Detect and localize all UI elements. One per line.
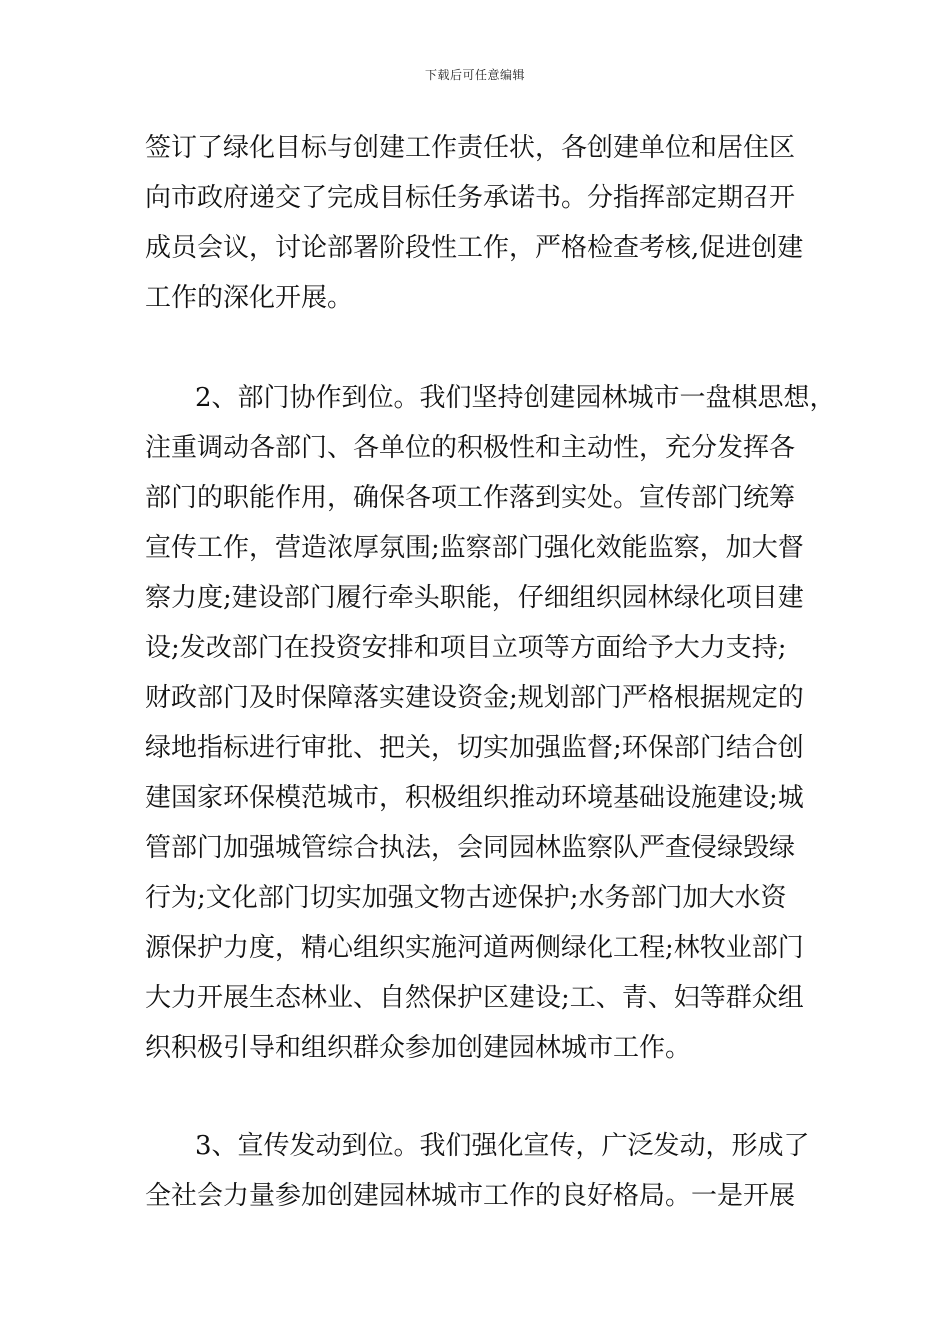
paragraph-1-line-4: 工作的深化开展。 [145,283,354,313]
paragraph-1-line-3: 成员会议，讨论部署阶段性工作，严格检查考核,促进创建 [145,233,804,263]
paragraph-2-line-13: 大力开展生态林业、自然保护区建设;工、青、妇等群众组 [145,983,804,1013]
paragraph-2-line-11: 行为;文化部门切实加强文物古迹保护;水务部门加大水资 [145,883,787,913]
paragraph-2-line-6: 设;发改部门在投资安排和项目立项等方面给予大力支持; [145,633,787,663]
paragraph-1-line-1: 签订了绿化目标与创建工作责任状，各创建单位和居住区 [145,133,796,163]
paragraph-2-line-1: 2、部门协作到位。我们坚持创建园林城市一盘棋思想， [195,383,836,413]
paragraph-2-line-4: 宣传工作，营造浓厚氛围;监察部门强化效能监察，加大督 [145,533,804,563]
paragraph-2-line-12: 源保护力度，精心组织实施河道两侧绿化工程;林牧业部门 [145,933,804,963]
paragraph-2-line-10: 管部门加强城管综合执法，会同园林监察队严查侵绿毁绿 [145,833,796,863]
paragraph-3-line-1: 3、宣传发动到位。我们强化宣传，广泛发动，形成了 [195,1131,810,1161]
paragraph-2-line-3: 部门的职能作用，确保各项工作落到实处。宣传部门统筹 [145,483,796,513]
paragraph-2-line-8: 绿地指标进行审批、把关，切实加强监督;环保部门结合创 [145,733,804,763]
page-header: 下载后可任意编辑 [424,68,525,82]
paragraph-3-line-2: 全社会力量参加创建园林城市工作的良好格局。一是开展 [145,1181,796,1211]
paragraph-2-line-9: 建国家环保模范城市，积极组织推动环境基础设施建设;城 [145,783,804,813]
paragraph-2-line-7: 财政部门及时保障落实建设资金;规划部门严格根据规定的 [145,683,804,713]
paragraph-2-line-5: 察力度;建设部门履行牵头职能，仔细组织园林绿化项目建 [145,583,804,613]
paragraph-1-line-2: 向市政府递交了完成目标任务承诺书。分指挥部定期召开 [145,183,796,213]
paragraph-2-line-14: 织积极引导和组织群众参加创建园林城市工作。 [145,1033,692,1063]
paragraph-2-line-2: 注重调动各部门、各单位的积极性和主动性，充分发挥各 [145,433,796,463]
